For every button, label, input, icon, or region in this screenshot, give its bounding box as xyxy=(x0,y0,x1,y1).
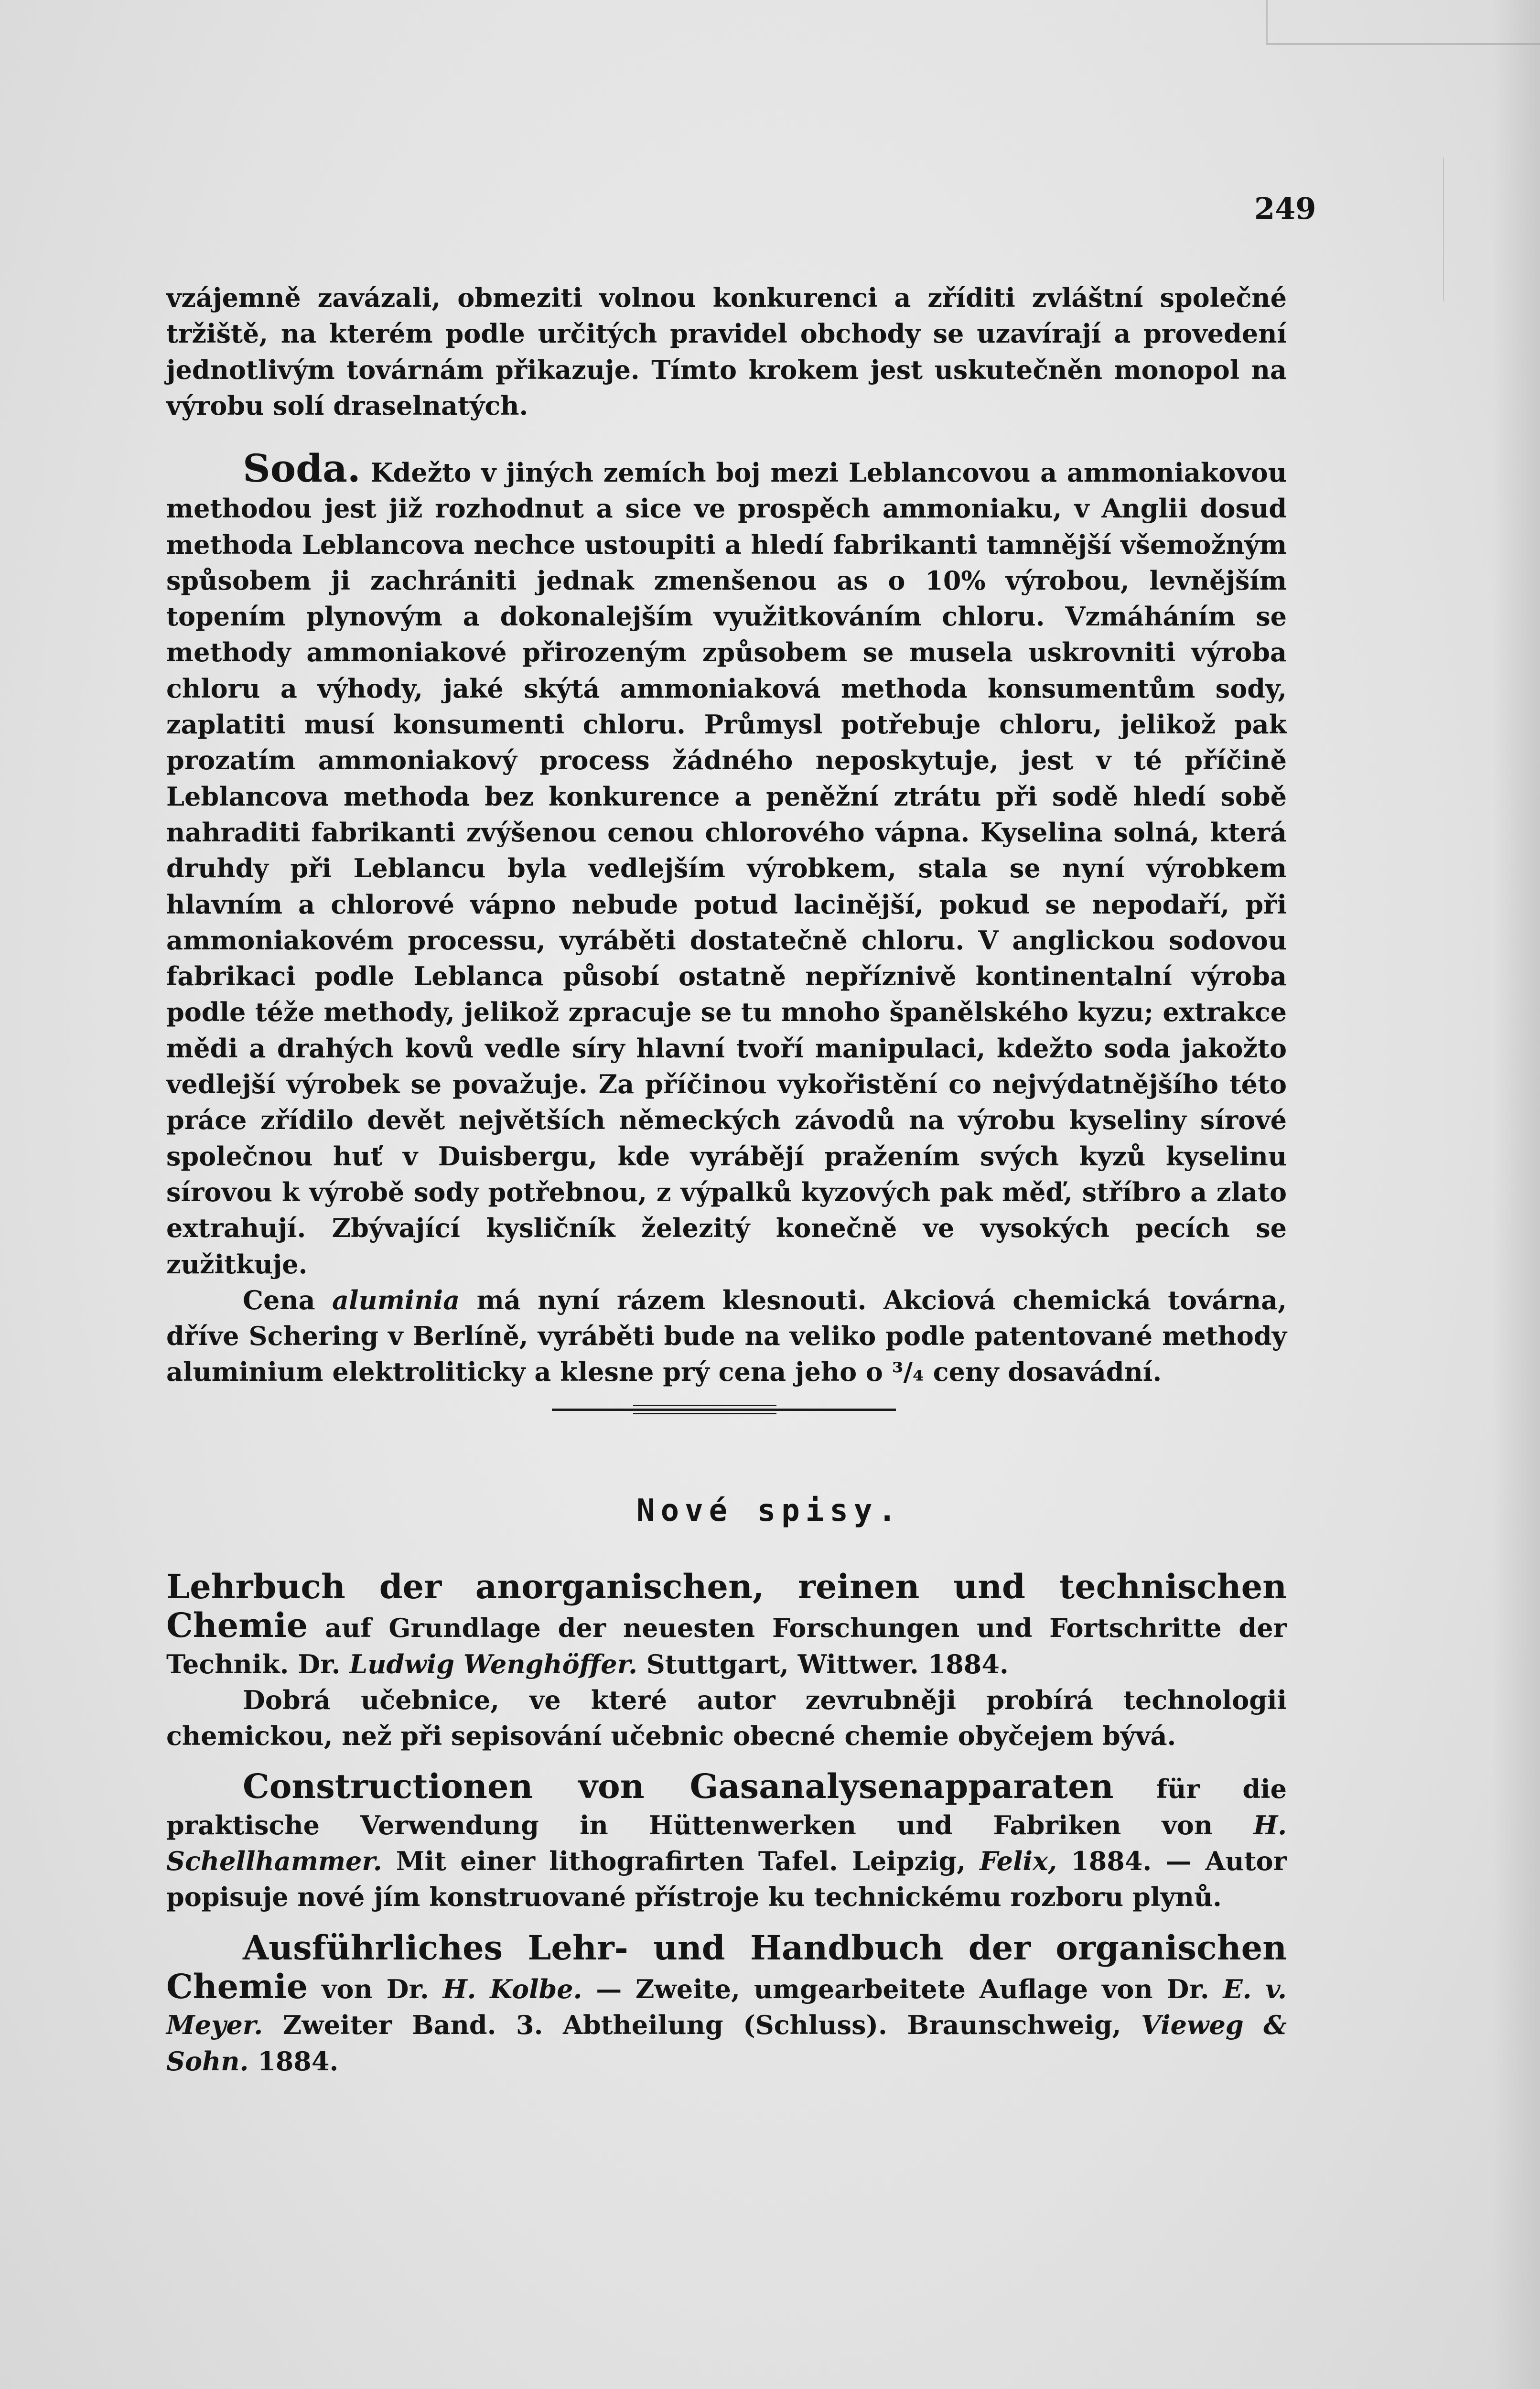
book-list xyxy=(166,1569,1287,2094)
book-citation xyxy=(166,1569,1287,1682)
book-details: Stuttgart, Wittwer. 1884. xyxy=(646,1648,1009,1679)
book-details: 1884. — Autor popisuje nové jím konstruované přístroje ku technickému rozboru plynů. xyxy=(166,1846,1287,1913)
book-title: Constructionen von Gasanalysenapparaten xyxy=(243,1766,1114,1807)
book-details: von Dr. xyxy=(322,1973,429,2004)
divider-line xyxy=(633,1413,776,1414)
soda-paragraph-text: Kdežto v jiných zemích boj mezi Leblancovou a ammoniakovou methodou jest již rozhodnut a sice ve prospěch ammoniaku, v Anglii dosud methoda Leblancova nechce ustoupiti a hledí fabrikanti tamnější všemožným spůsobem ji zachrániti jednak zmenšenou as o 10% výrobou, levnějším topením plynovým a dokonalejším využitkováním chloru. Vzmáháním se methody ammoniakové přirozeným způsobem se musela uskrovniti výroba chloru a výhody, jaké skýtá ammoniaková methoda konsumentům sody, zaplatiti musí konsumenti chloru. Průmysl potřebuje chloru, jelikož pak prozatím ammoniakový process žádného neposkytuje, jest v té příčině Leblancova methoda bez konkurence a peněžní ztrátu při sodě hledí sobě nahraditi fabrikanti zvýšenou cenou chlorového vápna. Kyselina solná, která druhdy při Leblancu byla vedlejším výrobkem, stala se nyní výrobkem hlavním a chlorové vápno nebude potud lacinější, pokud se nepodaří, při ammoniakovém processu, vyráběti dostatečně chloru. V anglickou sodovou fabrikaci podle Leblanca působí ostatně nepříznivě kontinentalní výroba podle téže methody, jelikož zpracuje se tu mnoho španělského kyzu; extrakce mědi a drahých kovů vedle síry hlavní tvoří manipulaci, kdežto soda jakožto vedlejší výrobek se považuje. Za příčinou vykořistění co nejvýdatnějšího této práce zřídilo devět největších německých závodů na výrobu kyseliny sírové společnou huť v Duisbergu, kde vyrábějí pražením svých kyzů kyselinu sírovou k výrobě sody potřebnou, z výpalků kyzových pak měď, stříbro a zlato extrahují. Zbývající kysličník železitý konečně ve vysokých pecích se zužitkuje. xyxy=(166,457,1287,1280)
book-details: Mit einer lithografirten Tafel. Leipzig, xyxy=(396,1846,966,1877)
aluminium-text-after: má nyní rázem klesnouti. Akciová chemická továrna, dříve Schering v Berlíně, vyráběti bude na veliko podle patentované methody aluminium elektroliticky a klesne prý cena jeho o ³/₄ ceny dosavádní. xyxy=(166,1284,1287,1388)
book-entry xyxy=(166,1569,1287,1754)
divider-line xyxy=(633,1405,776,1406)
soda-lead: Soda. xyxy=(243,446,361,491)
soda-section xyxy=(166,446,1287,1390)
book-entry xyxy=(166,1768,1287,1915)
book-title: Lehrbuch der anorganischen, reinen und technischen Chemie xyxy=(166,1567,1287,1646)
book-citation xyxy=(166,1927,1287,2079)
binding-mark xyxy=(1266,0,1540,45)
book-publisher: Vieweg & Sohn. xyxy=(166,2010,1287,2077)
book-author: H. Schellhammer. xyxy=(166,1809,1287,1877)
book-details: — Zweite, umgearbeitete Auflage von Dr. xyxy=(596,1973,1209,2004)
book-title: Ausführliches Lehr- und Handbuch der organischen Chemie xyxy=(166,1927,1287,2006)
book-details: Zweiter Band. 3. Abtheilung (Schluss). Braunschweig, xyxy=(282,2010,1121,2041)
book-details: auf Grundlage der neuesten Forschungen und Fortschritte der Technik. Dr. xyxy=(166,1613,1287,1679)
divider-line xyxy=(552,1409,896,1411)
section-divider xyxy=(552,1405,896,1415)
aluminium-paragraph xyxy=(166,1282,1287,1390)
book-author: H. Kolbe. xyxy=(442,1973,582,2004)
book-publisher: Felix, xyxy=(980,1846,1057,1877)
aluminium-text-before: Cena xyxy=(243,1284,315,1315)
aluminium-italic: aluminia xyxy=(332,1284,460,1315)
book-details: für die praktische Verwendung in Hüttenwerken und Fabriken von xyxy=(166,1774,1287,1840)
book-entry xyxy=(166,1927,1287,2079)
book-year: 1884. xyxy=(258,2045,339,2077)
book-review: Dobrá učebnice, ve které autor zevrubněji probírá technologii chemickou, než při sepisování učebnic obecné chemie obyčejem bývá. xyxy=(166,1684,1287,1752)
book-author: Ludwig Wenghöffer. xyxy=(349,1648,637,1679)
new-books-heading: Nové spisy. xyxy=(636,1493,902,1528)
scan-smudge xyxy=(1443,158,1463,301)
continued-paragraph xyxy=(166,280,1287,424)
book-editor: E. v. Meyer. xyxy=(166,1973,1287,2041)
book-citation xyxy=(166,1768,1287,1915)
page-number: 249 xyxy=(1254,191,1316,226)
soda-paragraph xyxy=(166,446,1287,1282)
continued-paragraph-text: vzájemně zavázali, obmeziti volnou konkurenci a zříditi zvláštní společné tržiště, na kterém podle určitých pravidel obchody se uzavírají a provedení jednotlivým továrnám přikazuje. Tímto krokem jest uskutečněn monopol na výrobu solí draselnatých. xyxy=(166,282,1287,421)
page-edge-shadow xyxy=(1492,0,1540,2389)
